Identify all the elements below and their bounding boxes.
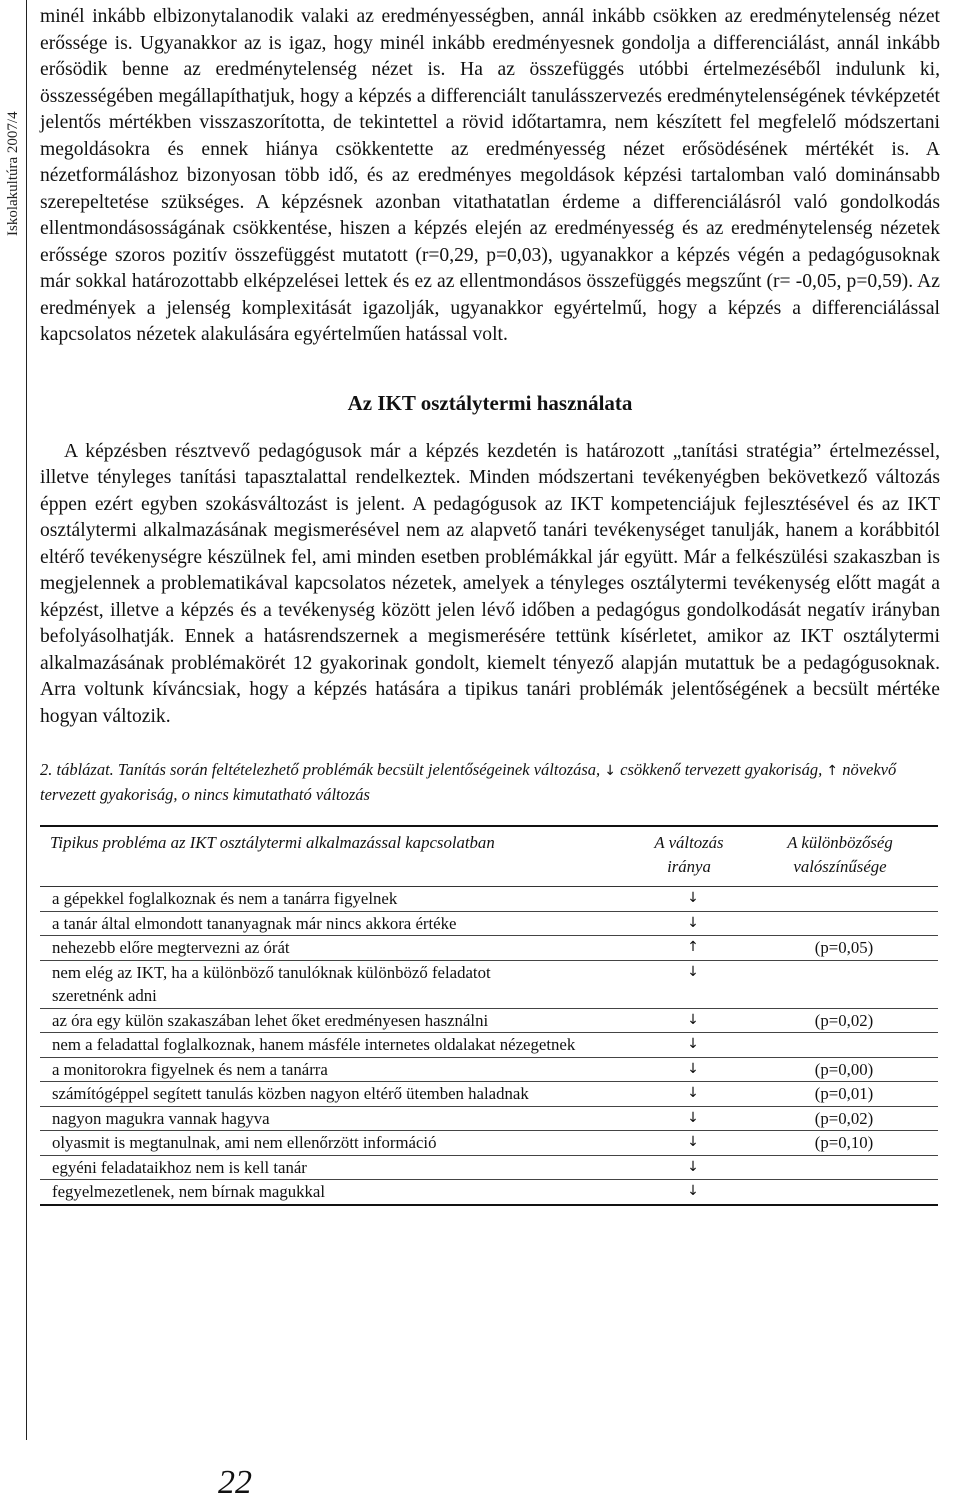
direction-arrow-icon: ↓ — [636, 960, 742, 1008]
direction-arrow-icon: ↑ — [636, 936, 742, 961]
up-arrow-icon: ↑ — [826, 763, 839, 779]
problem-cell: számítógéppel segített tanulás közben nagyon eltérő ütemben haladnak — [40, 1082, 636, 1107]
table-row — [40, 936, 938, 961]
direction-arrow-icon: ↓ — [636, 1155, 742, 1180]
table-row — [40, 1180, 938, 1205]
paragraph-2: A képzésben résztvevő pedagógusok már a képzés kezdetén is határozott „tanítási stratégia” értelmezéssel, illetve tényleges tanítási tapasztalattal rendelkeztek. Minden módszertani tevékenyégben bekövetkező változás éppen ezért egyben szokásváltozást is jelent. A pedagógusok az IKT kompetenciájuk fejlesztésével és az IKT osztálytermi alkalmazásának megismerésével nem az alapvető tanári tevékenységet tanulják, hanem a korábbitól eltérő tevékenységre készülnek fel, ami minden esetben problémákkal jár együtt. Már a felkészülési szakaszban is megjelennek a problematikával kapcsolatos nézetek, amelyek a tényleges osztálytermi tevékenység előtt magát a képzést, illetve a képzés és a tevékenység között jelen lévő időben a pedagógus gondolkodását negatív irányban befolyásolhatják. Ennek a hatásrendszernek a megismerésére tettünk kísérletet, amikor az IKT osztálytermi alkalmazásának problémakörét 12 gyakorinak gondolt, kiemelt tényező alapján mutattuk be a pedagógusoknak. Arra voltunk kíváncsiak, hogy a képzés hatására a tipikus tanári problémák jelentőségének a becsült mértéke hogyan változik. — [40, 440, 940, 727]
direction-arrow-icon: ↓ — [636, 1082, 742, 1107]
direction-arrow-icon: ↓ — [636, 1057, 742, 1082]
table-row — [40, 1155, 938, 1180]
problem-cell: egyéni feladataikhoz nem is kell tanár — [40, 1155, 636, 1180]
problem-cell: nem elég az IKT, ha a különböző tanulóknak különböző feladatot szeretnénk adni — [40, 960, 636, 1008]
problem-cell: az óra egy külön szakaszában lehet őket eredményesen használni — [40, 1008, 636, 1033]
page-number: 22 — [218, 1464, 252, 1501]
caption-text-2: csökkenő tervezett gyakoriság, — [616, 760, 827, 779]
significance-cell — [742, 1033, 938, 1058]
significance-cell — [742, 911, 938, 936]
significance-cell — [742, 887, 938, 912]
table-row — [40, 887, 938, 912]
problem-cell: a monitorokra figyelnek és nem a tanárra — [40, 1057, 636, 1082]
problem-cell: a tanár által elmondott tananyagnak már nincs akkora értéke — [40, 911, 636, 936]
table-row — [40, 1008, 938, 1033]
section-title: Az IKT osztálytermi használata — [347, 390, 633, 415]
caption-text-3: növekvő tervezett gyakoriság, o nincs kimutatható változás — [40, 760, 897, 804]
table-row — [40, 1131, 938, 1156]
direction-arrow-icon: ↓ — [636, 1033, 742, 1058]
table-row — [40, 911, 938, 936]
direction-arrow-icon: ↓ — [636, 1008, 742, 1033]
table-row — [40, 1082, 938, 1107]
paragraph-1: minél inkább elbizonytalanodik valaki az eredményességben, annál inkább csökken az eredménytelenség nézet erőssége is. Ugyanakkor az is igaz, hogy minél inkább eredményesnek gondolja a differenciálást, annál inkább erősödik benne az eredménytelenség nézet is. Ha az összefüggés utóbbi értelmezéséből indulunk ki, összességében megállapíthatjuk, hogy a képzés a differenciált tanulásszervezés eredménytelenségének tévképzetét jelentős mértékben visszaszorította, de tekintettel a rövid időtartamra, nem készített fel megfelelő módszertani megoldásokra és ennek hiánya csökkentette az eredményesség nézet erősödésének mértékét is. A nézetformáláshoz bizonyosan több idő, és az eredményes megoldások képzési tartalomban való dominánsabb szerepeltetése szükséges. A képzésnek azonban vitathatatlan érdeme a differenciálásról való gondolkodás ellentmondásosságának csökkentése, hiszen a képzés elején az eredményesség és az eredménytelenség nézetek erőssége szoros pozitív összefüggést mutatott (r=0,29, p=0,03), ugyanakkor a képzés végén a pedagógusoknak már sokkal határozottabb elképzelései lettek és ez az ellentmondásos összefüggés megszűnt (r= -0,05, p=0,59). Az eredmények a jelenség komplexitását igazolják, ugyanakkor egyértelmű, hogy a képzés a differenciálással kapcsolatos nézetek alakulására egyértelműen hatással volt. — [40, 6, 940, 345]
significance-cell: (p=0,10) — [742, 1131, 938, 1156]
direction-arrow-icon: ↓ — [636, 1106, 742, 1131]
table-row — [40, 1106, 938, 1131]
header-problem: Tipikus probléma az IKT osztálytermi alkalmazással kapcsolatban — [40, 826, 636, 887]
side-margin — [0, 0, 27, 1506]
problem-cell: fegyelmezetlenek, nem bírnak magukkal — [40, 1180, 636, 1205]
page-content — [40, 4, 940, 1206]
caption-text-1: 2. táblázat. Tanítás során feltételezhető problémák becsült jelentőségeinek változása, — [40, 760, 605, 779]
direction-arrow-icon: ↓ — [636, 1180, 742, 1205]
problems-table — [40, 825, 938, 1206]
direction-arrow-icon: ↓ — [636, 887, 742, 912]
problem-cell: nagyon magukra vannak hagyva — [40, 1106, 636, 1131]
table-row — [40, 960, 938, 1008]
problem-cell: nehezebb előre megtervezni az órát — [40, 936, 636, 961]
down-arrow-icon: ↓ — [604, 763, 617, 779]
significance-cell: (p=0,01) — [742, 1082, 938, 1107]
direction-arrow-icon: ↓ — [636, 911, 742, 936]
significance-cell — [742, 960, 938, 1008]
problem-cell: nem a feladattal foglalkoznak, hanem másféle internetes oldalakat nézegetnek — [40, 1033, 636, 1058]
problem-cell: olyasmit is megtanulnak, ami nem ellenőrzött információ — [40, 1131, 636, 1156]
direction-arrow-icon: ↓ — [636, 1131, 742, 1156]
problem-cell: a gépekkel foglalkoznak és nem a tanárra figyelnek — [40, 887, 636, 912]
significance-cell — [742, 1180, 938, 1205]
significance-cell — [742, 1155, 938, 1180]
side-rule — [26, 0, 27, 1440]
significance-cell: (p=0,02) — [742, 1106, 938, 1131]
table-row — [40, 1057, 938, 1082]
table-header-row — [40, 826, 938, 887]
significance-cell: (p=0,02) — [742, 1008, 938, 1033]
significance-cell: (p=0,05) — [742, 936, 938, 961]
header-direction: A változás iránya — [636, 826, 742, 887]
table-caption — [40, 758, 940, 807]
header-significance: A különbözőség valószínűsége — [742, 826, 938, 887]
running-head: Iskolakultúra 2007/4 — [5, 111, 21, 236]
significance-cell: (p=0,00) — [742, 1057, 938, 1082]
table-row — [40, 1033, 938, 1058]
